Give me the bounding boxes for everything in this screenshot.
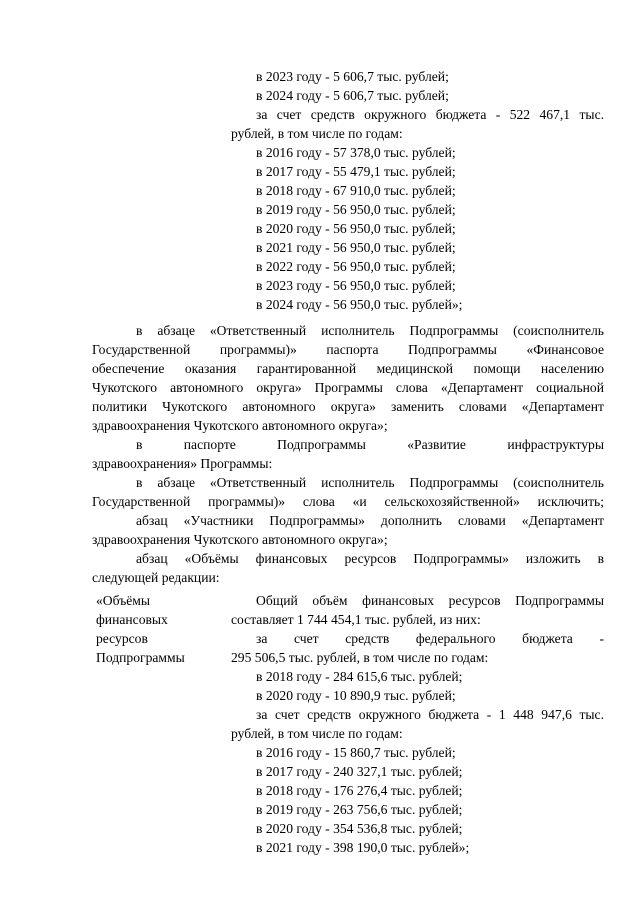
text-line: за счет средств окружного бюджета - 522 467,1 тыс. [256,107,604,122]
table-label-line: финансовых [96,612,168,627]
text-line: в 2019 году - 56 950,0 тыс. рублей; [256,202,456,217]
table-text-line: в 2018 году - 284 615,6 тыс. рублей; [256,669,463,684]
text-line: абзац «Участники Подпрограммы» дополнить словами «Департамент [136,513,604,528]
text-line: в абзаце «Ответственный исполнитель Подпрограммы (соисполнитель [136,323,604,338]
text-line: рублей, в том числе по годам: [231,126,403,141]
text-line: в 2016 году - 57 378,0 тыс. рублей; [256,145,456,160]
text-line: в 2024 году - 5 606,7 тыс. рублей; [256,88,449,103]
table-text-line: за счет средств окружного бюджета - 1 448 947,6 тыс. [256,707,604,722]
table-text-line: в 2020 году - 354 536,8 тыс. рублей; [256,821,463,836]
text-line: в 2018 году - 67 910,0 тыс. рублей; [256,183,456,198]
text-line: в 2022 году - 56 950,0 тыс. рублей; [256,259,456,274]
text-line: Государственной программы)» слова «и сельскохозяйственной» исключить; [92,494,604,509]
text-line: в абзаце «Ответственный исполнитель Подпрограммы (соисполнитель [136,475,604,490]
table-text-line: в 2016 году - 15 860,7 тыс. рублей; [256,745,456,760]
text-line: Государственной программы)» паспорта Подпрограммы «Финансовое [92,342,604,357]
text-line: следующей редакции: [92,570,220,585]
text-line: в 2023 году - 56 950,0 тыс. рублей; [256,278,456,293]
table-label-line: ресурсов [96,631,148,646]
table-text-line: в 2017 году - 240 327,1 тыс. рублей; [256,764,463,779]
text-line: в 2021 году - 56 950,0 тыс. рублей; [256,240,456,255]
table-text-line: за счет средств федерального бюджета - [256,631,604,646]
table-text-line: рублей, в том числе по годам: [231,726,403,741]
table-label-line: «Объёмы [96,593,150,608]
text-line: в 2020 году - 56 950,0 тыс. рублей; [256,221,456,236]
text-line: в паспорте Подпрограммы «Развитие инфраструктуры [136,437,604,452]
table-text-line: в 2021 году - 398 190,0 тыс. рублей»; [256,840,470,855]
table-text-line: в 2019 году - 263 756,6 тыс. рублей; [256,802,463,817]
text-line: в 2017 году - 55 479,1 тыс. рублей; [256,164,456,179]
table-text-line: в 2020 году - 10 890,9 тыс. рублей; [256,688,456,703]
table-label-line: Подпрограммы [96,650,185,665]
table-text-line: 295 506,5 тыс. рублей, в том числе по годам: [231,650,489,665]
text-line: Чукотского автономного округа» Программы слова «Департамент социальной [92,380,604,395]
text-line: обеспечение оказания гарантированной медицинской помощи населению [92,361,604,376]
text-line: здравоохранения» Программы: [92,456,273,471]
text-line: в 2024 году - 56 950,0 тыс. рублей»; [256,297,463,312]
text-line: абзац «Объёмы финансовых ресурсов Подпрограммы» изложить в [136,551,604,566]
text-line: здравоохранения Чукотского автономного округа»; [92,532,388,547]
table-text-line: составляет 1 744 454,1 тыс. рублей, из них: [231,612,481,627]
table-text-line: в 2018 году - 176 276,4 тыс. рублей; [256,783,463,798]
table-text-line: Общий объём финансовых ресурсов Подпрограммы [256,593,604,608]
text-line: политики Чукотского автономного округа» заменить словами «Департамент [92,399,604,414]
text-line: здравоохранения Чукотского автономного округа»; [92,418,388,433]
text-line: в 2023 году - 5 606,7 тыс. рублей; [256,69,449,84]
